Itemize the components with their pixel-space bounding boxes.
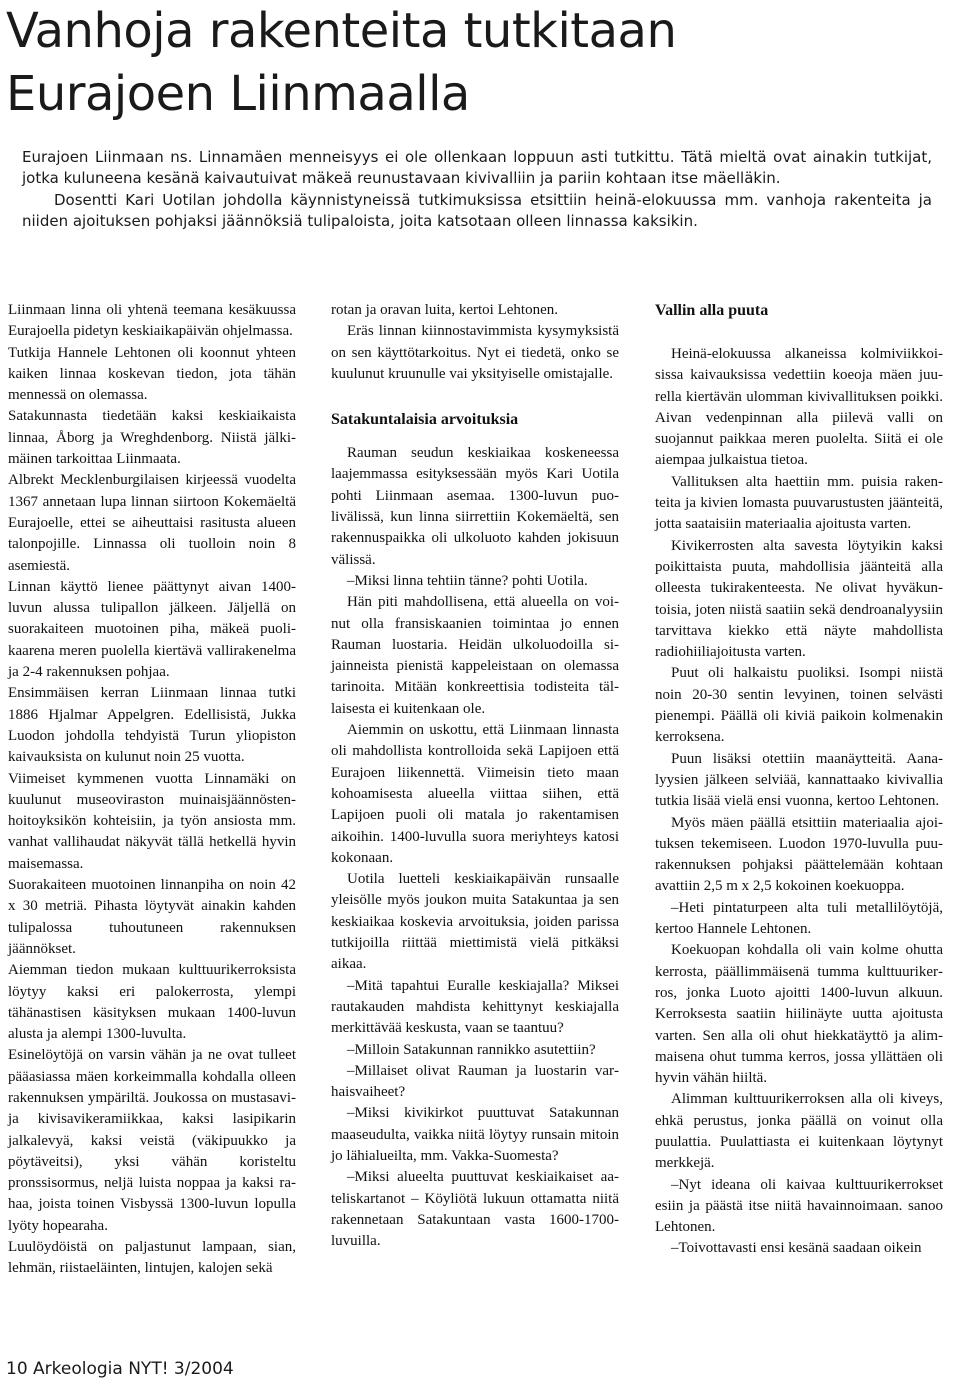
lead-paragraph: [22, 147, 932, 232]
body-paragraph: Kivikerrosten alta savesta löytyikin kaksi poikittaista puuta, mahdollisia jäänteitä alla olleesta tukirakenteesta. Ne olivat hyväkuntoisia, joten niistä saatiin sekä dendroanalyysiin tarvittava kiekko että näyte mahdollista radiohiiliajoitusta varten.: [655, 537, 943, 661]
article-title-line-2: Eurajoen Liinmaalla: [6, 66, 470, 122]
body-paragraph: Tutkija Hannele Lehtonen oli koonnut yhteen kaiken linnaa koskevan tiedon, jota tähän mennessä on olemassa.: [8, 344, 296, 404]
body-paragraph: Rauman seudun keskiaikaa koskeneessa laajemmassa esityksessään myös Kari Uotila pohti Liinmaan asemaa. 1300-luvun puolivälissä, kun linna siirrettiin Kokemäeltä, sen rakennuspaikka oli ulkoluoto kahden jokisuun välissä.: [331, 445, 619, 568]
body-paragraph: –Nyt ideana oli kaivaa kulttuurikerrokset esiin ja päästä itse niitä havainnoimaan. sanoo Lehtonen.: [655, 1176, 943, 1236]
body-paragraph: Aiemmin on uskottu, että Liinmaan linnasta oli mahdollista kontrolloida sekä Lapijoen että Eurajoen liikennettä. Viimeisin tieto maan kohoamisesta alueella viittaa siihen, että Lapijoen puoli oli matala jo rakentamisen aikoihin. 1400-luvulla suora meriyhteys katosi kokonaan.: [331, 722, 619, 866]
body-paragraph: Alimman kulttuurikerroksen alla oli kiveys, ehkä perustus, jonka päällä on voinut olla puulattia. Puulattiasta ei kuitenkaan löytynyt merkkejä.: [655, 1091, 943, 1172]
section-heading: Vallin alla puuta: [655, 302, 769, 319]
body-paragraph: Albrekt Mecklenburgilaisen kirjeessä vuodelta 1367 annetaan lupa linnan siirtoon Kokemäeltä Eurajoelle, ettei se aiheuttaisi rasitusta alueen talonpojille. Linnassa oli tuolloin noin 8 asemiestä.: [8, 472, 296, 574]
body-paragraph: –Toivottavasti ensi kesänä saadaan oikein: [671, 1240, 922, 1257]
page-folio: 10 Arkeologia NYT! 3/2004: [6, 1359, 234, 1379]
body-paragraph: Aiemman tiedon mukaan kulttuurikerroksista löytyy kaksi eri palokerrosta, ylempi tähänastisen käsityksen mukaan 1400-luvun alusta ja alempi 1300-luvulta.: [8, 962, 296, 1043]
body-paragraph: –Miksi alueelta puuttuvat keskiaikaiset aateliskartanot – Köyliötä lukuun ottamatta niitä rakennetaan Satakuntaan vasta 1600-1700-luvuilla.: [331, 1169, 619, 1250]
body-paragraph: –Miksi kivikirkot puuttuvat Satakunnan maaseudulta, vaikka niitä löytyy runsain mitoin jo lähialueilta, mm. Vakka-Suomesta?: [331, 1105, 619, 1164]
body-paragraph: Esinelöytöjä on varsin vähän ja ne ovat tulleet pääasiassa mäen korkeimmalla kohdalla olleen rakennuksen ympäriltä. Joukossa on mustasavi- ja kivisavikeramiikkaa, kaksi lasipikarin jalkalevyä, kaksi veistä (väkipuukko ja pöytäveitsi), yksi vähän koristeltu pronssisormus, neljä luista noppaa ja kaksi rahaa, joista toinen Visbyssä 1300-luvun lopulla lyöty hopearaha.: [8, 1047, 296, 1234]
body-paragraph: Hän piti mahdollisena, että alueella on voinut olla fransiskaanien toimintaa jo ennen Rauman luostaria. Heidän ulkoluodoilla sijainneista pienistä kappeleistaan on olemassa tarinoita. Mitään konkreettisia todisteita tällaisesta ei kuitenkaan ole.: [331, 594, 619, 717]
body-paragraph: Vallituksen alta haettiin mm. puisia rakenteita ja kivien lomasta puuvarustusten jäänteitä, jotta saataisiin materiaalia ajoitusta varten.: [655, 473, 943, 533]
body-paragraph: Myös mäen päällä etsittiin materiaalia ajoituksen tekemiseen. Luodon 1970-luvulla puurakennuksen pohjaksi päättelemään kohtaan avattiin 2,5 m x 2,5 kokoinen koekuoppa.: [655, 814, 943, 895]
body-paragraph: Eräs linnan kiinnostavimmista kysymyksistä on sen käyttötarkoitus. Nyt ei tiedetä, onko se kuulunut kruunulle vai yksityiselle omistajalle.: [331, 323, 619, 382]
body-paragraph: Puut oli halkaistu puoliksi. Isompi niistä noin 20-30 sentin levyinen, toinen selvästi pienempi. Päällä oli kiviä paikoin kolmenakin kerroksena.: [655, 665, 943, 746]
body-column-2: [331, 300, 619, 1252]
body-paragraph: –Milloin Satakunnan rannikko asutettiin?: [347, 1041, 596, 1058]
lead-text: Dosentti Kari Uotilan johdolla käynnistyneissä tutkimuksissa etsittiin heinä-elokuussa mm. vanhoja rakenteita ja niiden ajoituksen pohjaksi jäännöksiä tulipaloista, joita katsotaan olleen linnassa kaksikin.: [22, 190, 932, 230]
body-paragraph: rotan ja oravan luita, kertoi Lehtonen.: [331, 302, 558, 318]
lead-text: Eurajoen Liinmaan ns. Linnamäen menneisyys ei ole ollenkaan loppuun asti tutkittu. Tätä mieltä ovat ainakin tutkijat, jotka kuluneena kesänä kaivautuivat mäkeä reunustavaan kivivalliin ja pariin kohtaan itse mäelläkin.: [22, 148, 932, 188]
body-paragraph: Satakunnasta tiedetään kaksi keskiaikaista linnaa, Åborg ja Wreghdenborg. Niistä jälkimäinen tarkoittaa Liinmaata.: [8, 408, 296, 468]
body-paragraph: –Millaiset olivat Rauman ja luostarin varhaisvaiheet?: [331, 1062, 619, 1101]
body-paragraph: Liinmaan linna oli yhtenä teemana kesäkuussa Eurajoella pidetyn keskiaikapäivän ohjelmassa.: [8, 302, 296, 340]
body-paragraph: –Heti pintaturpeen alta tuli metallilöytöjä, kertoo Hannele Lehtonen.: [655, 899, 943, 938]
body-paragraph: Heinä-elokuussa alkaneissa kolmiviikkoisissa kaivauksissa vedettiin koeoja mäen juurella kiertävän ulomman kivivallituksen poikki. Aivan vedenpinnan alla piilevä valli on suojannut paikkaa meren puolelta. Siitä ei ole aiempaa julkaistua tietoa.: [655, 346, 943, 469]
body-paragraph: –Miksi linna tehtiin tänne? pohti Uotila.: [347, 572, 588, 589]
body-paragraph: Ensimmäisen kerran Liinmaan linnaa tutki 1886 Hjalmar Appelgren. Edellisistä, Jukka Luodon johdolla tehdyistä Turun yliopiston kaivauksista on kulunut noin 25 vuotta.: [8, 685, 296, 766]
body-paragraph: Uotila luetteli keskiaikapäivän runsaalle yleisölle myös joukon muita Satakuntaa ja sen keskiaikaa koskevia arvoituksia, joiden parissa tutkijoilla riittää miettimistä vielä pitkäksi aikaa.: [331, 871, 619, 973]
body-column-3: [655, 300, 943, 1260]
body-paragraph: Puun lisäksi otettiin maanäytteitä. Aanalyysien jälkeen selviää, kannattaako kivivallia tutkia lisää vielä ensi vuonna, kertoo Lehtonen.: [655, 750, 943, 810]
body-paragraph: Luulöydöistä on paljastunut lampaan, sian, lehmän, riistaeläinten, lintujen, kalojen sekä: [8, 1239, 296, 1277]
body-paragraph: –Mitä tapahtui Euralle keskiajalla? Miksei rautakauden mahdista kehittynyt keskiajalla merkittävää keskusta, vaan se taantuu?: [331, 977, 619, 1037]
body-paragraph: Suorakaiteen muotoinen linnanpiha on noin 42 x 30 metriä. Pihasta löytyvät ainakin kahden tulipalossa tuhoutuneen rakennuksen jäännökset.: [8, 877, 296, 957]
body-column-1: [8, 300, 296, 1280]
body-paragraph: Koekuopan kohdalla oli vain kolme ohutta kerrosta, päällimmäisenä tumma kulttuurikerros, jonka Luoto ajoitti 1400-luvun alkuun. Kerroksesta saatiin hiilinäyte uutta ajoitusta varten. Sen alla oli ohut hiekkatäyttö ja alimmaisena ohut tumma kerros, jossa yllättäen oli hyvin vähän hiiltä.: [655, 942, 943, 1087]
section-heading: Satakuntalaisia arvoituksia: [331, 411, 519, 429]
article-title: [6, 0, 676, 126]
body-paragraph: Viimeiset kymmenen vuotta Linnamäki on kuulunut museoviraston muinaisjäännöstenhoitoyksikön kohteisiin, ja työn ansiosta mm. vanhat vallihaudat näkyvät tällä hetkellä hyvin maisemassa.: [8, 770, 296, 872]
article-title-line-1: Vanhoja rakenteita tutkitaan: [6, 3, 677, 59]
body-paragraph: Linnan käyttö lienee päättynyt aivan 1400-luvun alussa tulipallon jälkeen. Jäljellä on suorakaiteen muotoinen piha, mäkeä puolikaarena meren puolella kiertävä vallirakenelma ja 2-4 rakennuksen pohjaa.: [8, 578, 296, 681]
